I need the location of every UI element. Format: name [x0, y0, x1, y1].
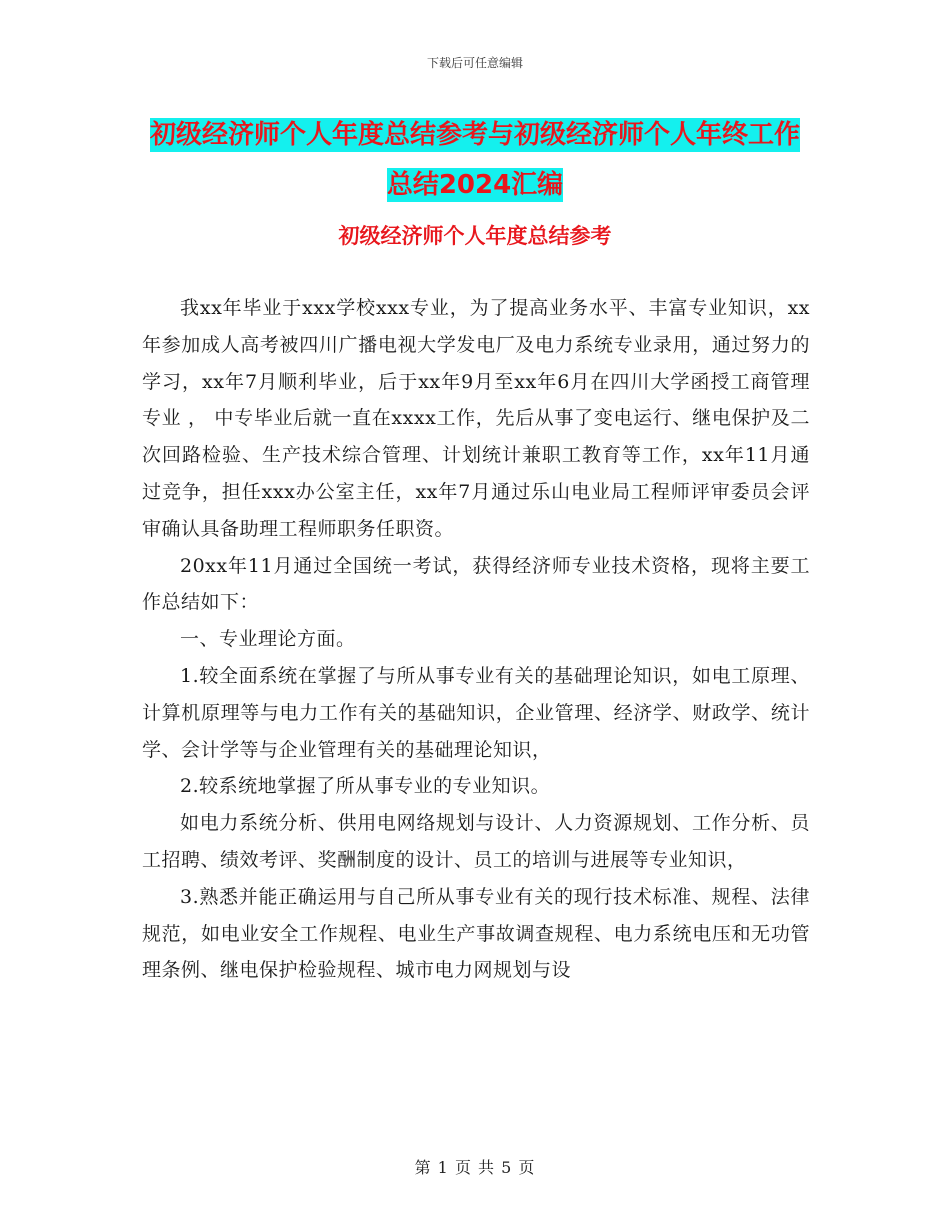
- page-number: 第 1 页 共 5 页: [414, 1158, 536, 1177]
- paragraph: 如电力系统分析、供用电网络规划与设计、人力资源规划、工作分析、员工招聘、绩效考评、奖酬制度的设计、员工的培训与进展等专业知识，: [142, 812, 810, 871]
- document-title-text: 初级经济师个人年度总结参考与初级经济师个人年终工作总结2024汇编: [149, 120, 800, 200]
- paragraph: 3.熟悉并能正确运用与自己所从事专业有关的现行技术标准、规程、法律规范，如电业安全工作规程、电业生产事故调查规程、电力系统电压和无功管理条例、继电保护检验规程、城市电力网规划与设: [142, 885, 810, 982]
- paragraph: 一、专业理论方面。: [180, 628, 356, 651]
- paragraph: 20xx年11月通过全国统一考试，获得经济师专业技术资格，现将主要工作总结如下：: [142, 554, 810, 614]
- section-title: 初级经济师个人年度总结参考: [338, 224, 612, 248]
- paragraph: 2.较系统地掌握了所从事专业的专业知识。: [180, 775, 551, 798]
- paragraph: 我xx年毕业于xxx学校xxx专业，为了提高业务水平、丰富专业知识，xx年参加成人高考被四川广播电视大学发电厂及电力系统专业录用，通过努力的学习，xx年7月顺利毕业，后于xx年9月至xx年6月在四川大学函授工商管理专业 ， 中专毕业后就一直在xxxx工作，先后从事了变电运行、继电保护及二次回路检验、生产技术综合管理、计划统计兼职工教育等工作，xx年11月通过竞争，担任xxx办公室主任，xx年7月通过乐山电业局工程师评审委员会评审确认具备助理工程师职务任职资。: [142, 297, 810, 540]
- paragraph: 1.较全面系统在掌握了与所从事专业有关的基础理论知识，如电工原理、计算机原理等与电力工作有关的基础知识，企业管理、经济学、财政学、统计学、会计学等与企业管理有关的基础理论知识，: [142, 664, 810, 761]
- body-text: [142, 290, 810, 989]
- page-header-note: 下载后可任意编辑: [426, 56, 523, 70]
- document-title: [140, 110, 810, 210]
